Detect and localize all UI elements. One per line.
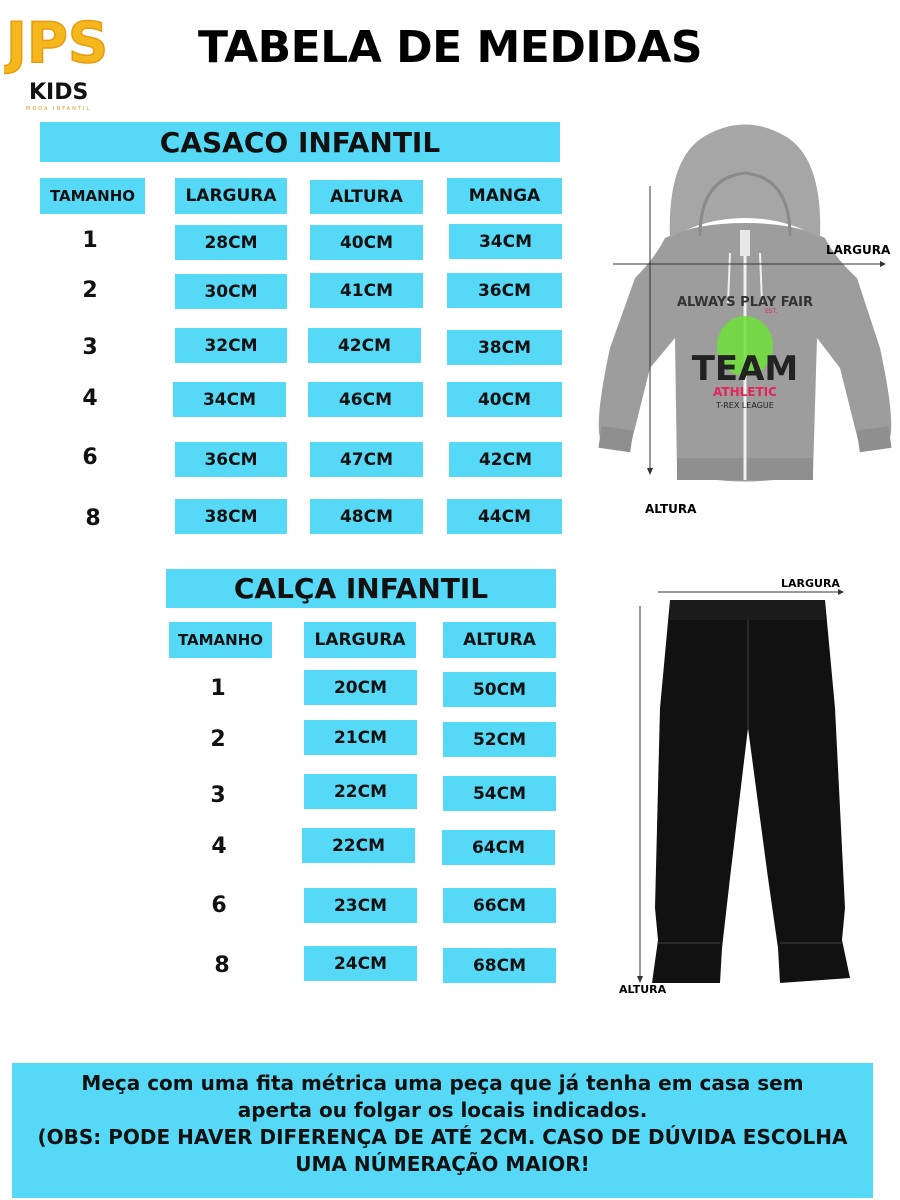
jacket-largura: 32CM — [175, 328, 287, 363]
pants-illustration — [620, 578, 880, 998]
logo-sub: KIDS — [29, 80, 89, 105]
print-big: TEAM — [691, 349, 799, 389]
pants-height-label: ALTURA — [619, 983, 667, 996]
jacket-illustration — [595, 118, 895, 518]
note-line3: (OBS: PODE HAVER DIFERENÇA DE ATÉ 2CM. CASO DE DÚVIDA ESCOLHA — [37, 1125, 848, 1149]
pants-width-label: LARGURA — [781, 577, 840, 590]
jacket-manga: 42CM — [449, 442, 562, 477]
jacket-size: 2 — [82, 278, 98, 303]
jacket-size: 1 — [82, 228, 98, 253]
logo-text: JPS — [6, 11, 109, 76]
pants-largura: 20CM — [304, 670, 417, 705]
page-title: TABELA DE MEDIDAS — [197, 22, 703, 73]
jacket-altura: 46CM — [308, 382, 423, 417]
measurement-note — [12, 1063, 873, 1198]
jacket-manga: 34CM — [449, 224, 562, 259]
pants-header-tamanho: TAMANHO — [169, 622, 272, 658]
pants-largura: 23CM — [304, 888, 417, 923]
jacket-size: 8 — [85, 506, 101, 531]
pants-largura: 24CM — [304, 946, 417, 981]
jacket-width-label: LARGURA — [826, 243, 891, 257]
pants-altura: 52CM — [443, 722, 556, 757]
jacket-header-altura: ALTURA — [310, 180, 423, 214]
jacket-largura: 36CM — [175, 442, 287, 477]
pants-altura: 64CM — [442, 830, 555, 865]
pants-size: 6 — [211, 893, 227, 918]
jacket-altura: 48CM — [310, 499, 423, 534]
jacket-altura: 40CM — [310, 225, 423, 260]
pants-altura: 50CM — [443, 672, 556, 707]
jacket-size: 3 — [82, 335, 98, 360]
pants-largura: 22CM — [304, 774, 417, 809]
logo-tagline: MODA INFANTIL — [26, 106, 92, 112]
pants-largura: 21CM — [304, 720, 417, 755]
jacket-largura: 30CM — [175, 274, 287, 309]
pants-header-largura: LARGURA — [304, 622, 416, 658]
jacket-title: CASACO INFANTIL — [40, 122, 560, 162]
pants-size: 2 — [210, 727, 226, 752]
pants-title: CALÇA INFANTIL — [166, 569, 556, 608]
jacket-header-manga: MANGA — [447, 178, 562, 214]
jacket-altura: 47CM — [310, 442, 423, 477]
jacket-manga: 36CM — [447, 273, 562, 308]
print-line3: T-REX LEAGUE — [716, 401, 774, 410]
jacket-manga: 40CM — [447, 382, 562, 417]
jacket-largura: 28CM — [175, 225, 287, 260]
jacket-altura: 41CM — [310, 273, 423, 308]
pants-size: 8 — [214, 953, 230, 978]
note-line4: UMA NÚMERAÇÃO MAIOR! — [295, 1152, 590, 1176]
print-line1: ALWAYS PLAY FAIR — [676, 295, 814, 310]
pants-size: 1 — [210, 676, 226, 701]
print-est: EST. — [765, 308, 778, 315]
jacket-header-tamanho: TAMANHO — [40, 178, 145, 214]
pants-altura: 68CM — [443, 948, 556, 983]
jacket-size: 4 — [82, 386, 98, 411]
note-line1: Meça com uma fita métrica uma peça que já tenha em casa sem — [81, 1071, 804, 1095]
print-line2: ATHLETIC — [713, 385, 777, 399]
pants-altura: 66CM — [443, 888, 556, 923]
jacket-altura: 42CM — [308, 328, 421, 363]
pants-altura: 54CM — [443, 776, 556, 811]
jacket-manga: 38CM — [447, 330, 562, 365]
jacket-manga: 44CM — [447, 499, 562, 534]
note-line2: aperta ou folgar os locais indicados. — [237, 1098, 648, 1122]
pants-size: 3 — [210, 783, 226, 808]
jacket-size: 6 — [82, 445, 98, 470]
jacket-largura: 34CM — [173, 382, 286, 417]
jacket-largura: 38CM — [175, 499, 287, 534]
pants-largura: 22CM — [302, 828, 415, 863]
pants-header-altura: ALTURA — [443, 622, 556, 658]
pants-size: 4 — [211, 834, 227, 859]
hoodie-image — [595, 118, 895, 518]
jacket-height-label: ALTURA — [645, 502, 697, 516]
pants-image — [620, 578, 880, 998]
jacket-header-largura: LARGURA — [175, 178, 287, 214]
